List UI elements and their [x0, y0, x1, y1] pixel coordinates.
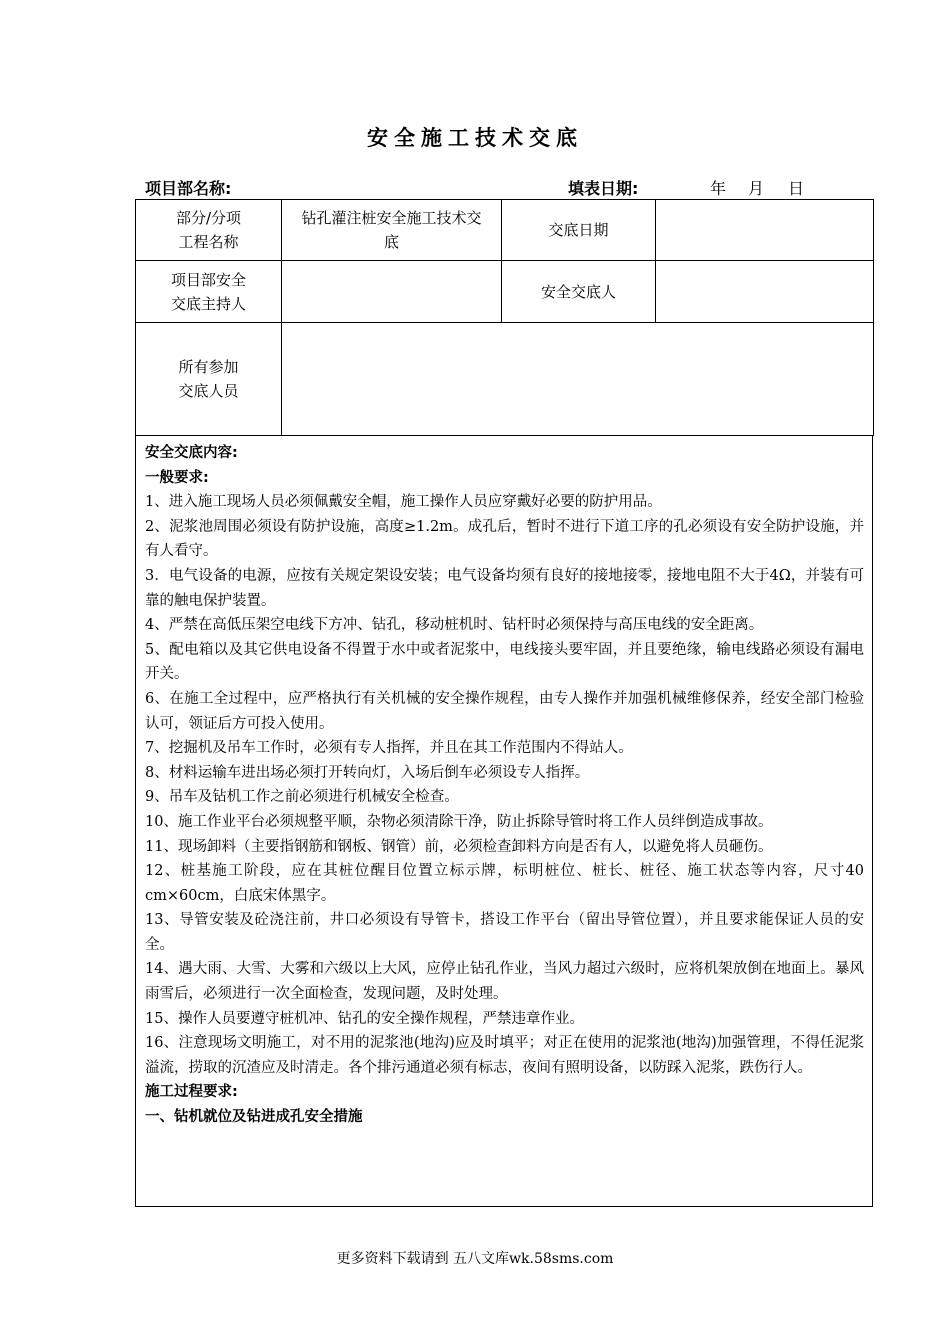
- process-requirements-heading: 施工过程要求:: [145, 1084, 238, 1101]
- list-item: 2、泥浆池周围必须设有防护设施，高度≥1.2m。成孔后，暂时不进行下道工序的孔必须设有安全防护设施，并有人看守。: [145, 518, 864, 560]
- list-item: 8、材料运输车进出场必须打开转向灯，入场后倒车必须设专人指挥。: [145, 764, 590, 781]
- briefing-date-label-cell: 交底日期: [502, 200, 656, 261]
- table-row: [136, 261, 874, 323]
- page-title: 安全施工技术交底: [367, 126, 583, 150]
- list-item: 7、挖掘机及吊车工作时，必须有专人指挥，并且在其工作范围内不得站人。: [145, 740, 633, 757]
- participants-value-cell[interactable]: [282, 323, 874, 436]
- list-item: 16、注意现场文明施工，对不用的泥浆池(地沟)应及时填平；对正在使用的泥浆池(地沟)加强管理，不得任泥浆溢流，捞取的沉渣应及时清走。各个排污通道必须有标志，夜间有照明设备，以防踩入泥浆，跌伤行人。: [145, 1035, 864, 1076]
- sub-project-label-line-2: 工程名称: [178, 233, 239, 251]
- participants-label-line-1: 所有参加: [178, 358, 239, 376]
- list-item: 6、在施工全过程中，应严格执行有关机械的安全操作规程，由专人操作并加强机械维修保养，经安全部门检验认可，领证后方可投入使用。: [145, 690, 864, 732]
- project-dept-label: 项目部名称:: [145, 179, 232, 198]
- list-item: 9、吊车及钻机工作之前必须进行机械安全检查。: [145, 789, 459, 806]
- briefing-info-table: [135, 199, 874, 436]
- list-item: 14、遇大雨、大雪、大雾和六级以上大风，应停止钻孔作业，当风力超过六级时，应将机架放倒在地面上。暴风雨雪后，必须进行一次全面检查，发现问题，及时处理。: [145, 961, 864, 1003]
- briefer-value-cell[interactable]: [656, 261, 874, 323]
- participants-label-cell: [136, 323, 282, 436]
- sub-project-value-line-2: 底: [383, 233, 399, 251]
- list-item: 12、桩基施工阶段，应在其桩位醒目位置立标示牌，标明桩位、桩长、桩径、施工状态等内容，尺寸40 cm×60cm，白底宋体黑字。: [145, 863, 864, 904]
- footer-link[interactable]: 更多资料下载请到 五八文库wk.58sms.com: [336, 1251, 614, 1267]
- sub-project-value-cell[interactable]: [282, 200, 502, 261]
- list-item: 1、进入施工现场人员必须佩戴安全帽，施工操作人员应穿戴好必要的防护用品。: [145, 494, 662, 511]
- table-row: [136, 323, 874, 436]
- list-item: 4、严禁在高低压架空电线下方冲、钻孔，移动桩机时、钻杆时必须保持与高压电线的安全距离。: [145, 617, 764, 634]
- fill-date-label: 填表日期:: [568, 179, 639, 198]
- year-label: 年: [710, 179, 727, 198]
- list-item: 13、导管安装及砼浇注前，井口必须设有导管卡，搭设工作平台（留出导管位置），并且要求能保证人员的安全。: [145, 912, 864, 953]
- content-heading: 安全交底内容:: [145, 445, 238, 461]
- sub-project-value-line-1: 钻孔灌注桩安全施工技术交: [301, 209, 482, 227]
- host-label-line-1: 项目部安全: [170, 270, 246, 289]
- host-label-line-2: 交底主持人: [170, 294, 246, 313]
- briefing-content: [135, 435, 873, 1207]
- list-item: 3．电气设备的电源，应按有关规定架设安装；电气设备均须有良好的接地接零，接地电阻不大于4Ω，并装有可靠的触电保护装置。: [145, 567, 864, 609]
- table-row: [136, 200, 874, 261]
- list-item: 10、施工作业平台必须规整平顺，杂物必须清除干净，防止拆除导管时将工作人员绊倒造成事故。: [145, 813, 773, 830]
- list-item: 5、配电箱以及其它供电设备不得置于水中或者泥浆中，电线接头要牢固，并且要绝缘，输电线路必须设有漏电开关。: [145, 641, 864, 683]
- briefer-label-cell: 安全交底人: [502, 261, 656, 323]
- sub-project-label-cell: [136, 200, 282, 261]
- host-value-cell[interactable]: [282, 261, 502, 323]
- host-label-cell: [136, 261, 282, 323]
- day-label: 日: [788, 179, 805, 198]
- list-item: 11、现场卸料（主要指钢筋和钢板、钢管）前，必须检查卸料方向是否有人，以避免将人员砸伤。: [145, 838, 773, 855]
- briefing-date-value-cell[interactable]: [656, 200, 874, 261]
- section-one-heading: 一、钻机就位及钻进成孔安全措施: [145, 1109, 363, 1126]
- list-item: 15、操作人员要遵守桩机冲、钻孔的安全操作规程，严禁违章作业。: [145, 1010, 584, 1027]
- general-requirements-heading: 一般要求:: [145, 469, 209, 486]
- month-label: 月: [748, 179, 765, 198]
- sub-project-label-line-1: 部分/分项: [175, 209, 242, 227]
- participants-label-line-2: 交底人员: [178, 382, 239, 400]
